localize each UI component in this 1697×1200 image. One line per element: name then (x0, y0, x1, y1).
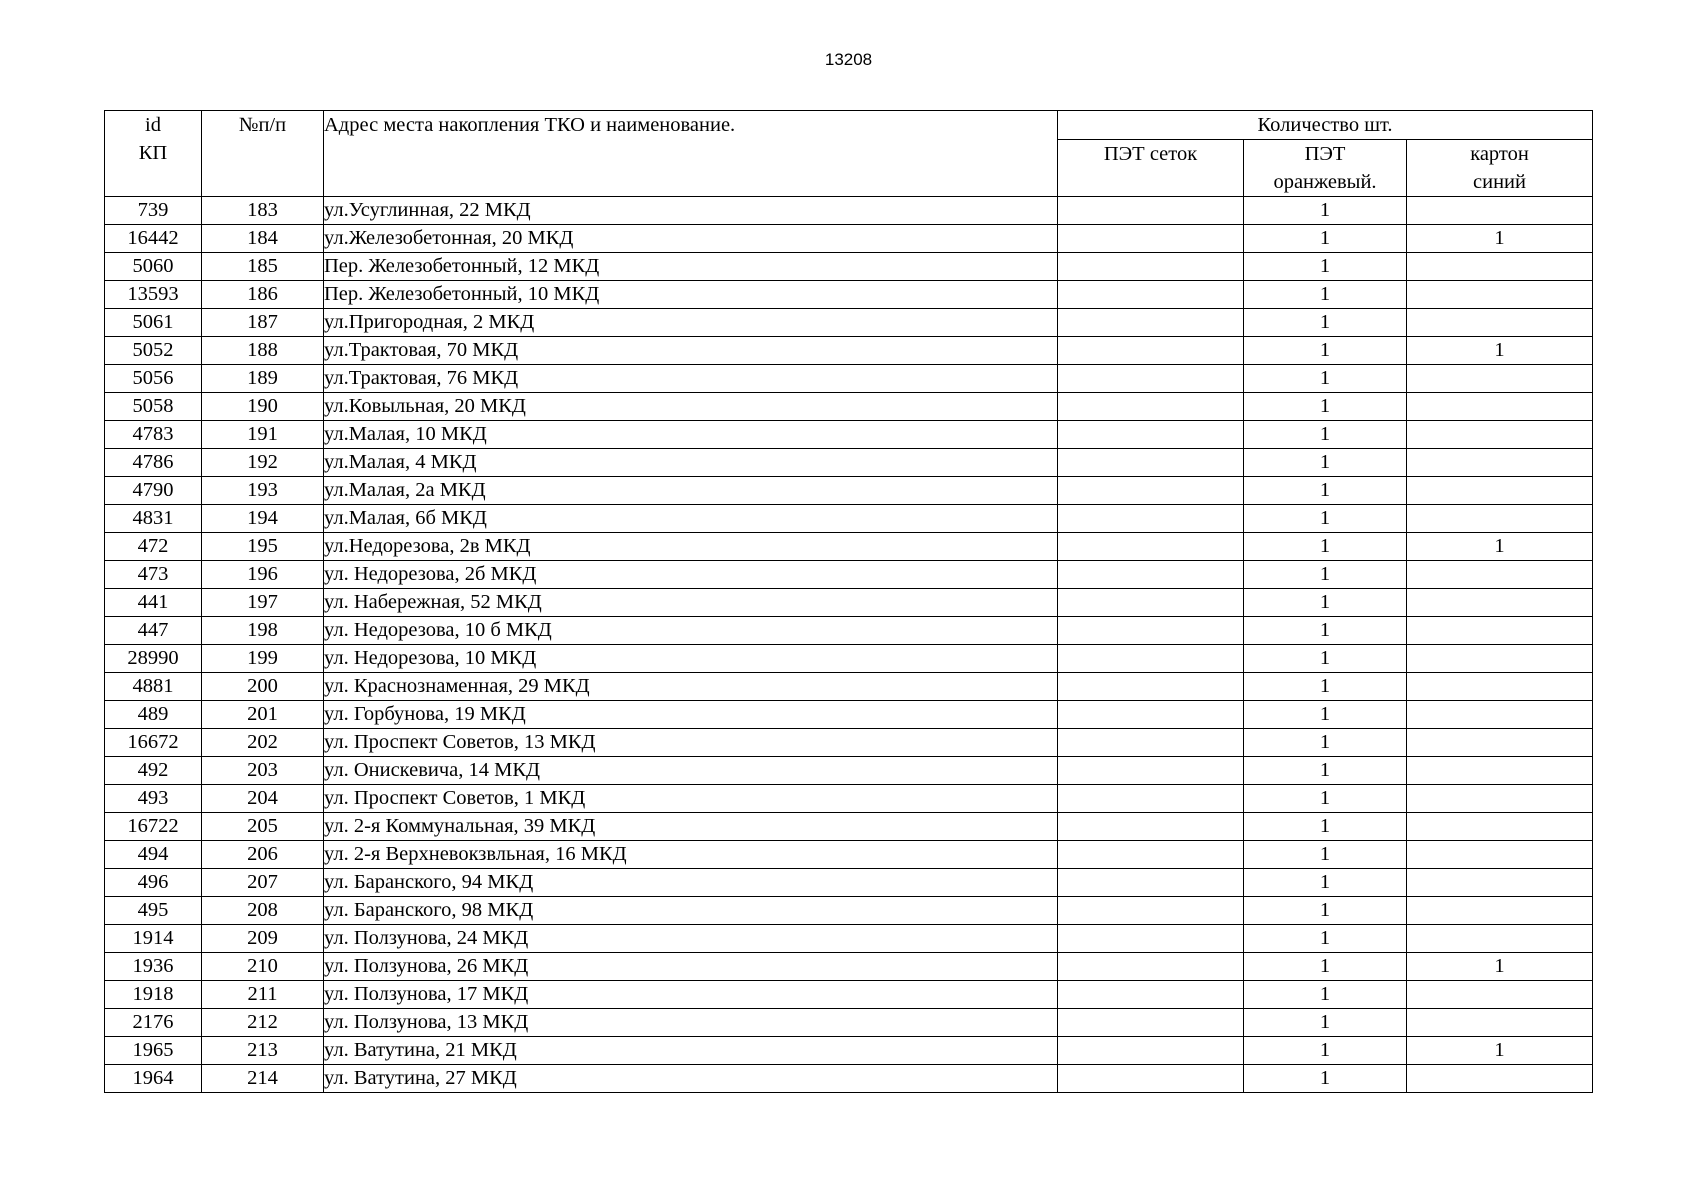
cell-number: 205 (202, 813, 324, 841)
cell-pet-net (1058, 393, 1244, 421)
cell-pet-net (1058, 953, 1244, 981)
cell-address: ул.Малая, 2а МКД (324, 477, 1058, 505)
cell-number: 209 (202, 925, 324, 953)
cell-id-kp: 5052 (105, 337, 202, 365)
table-row (105, 365, 1593, 393)
cell-pet-orange: 1 (1244, 869, 1407, 897)
cell-address: ул. Ватутина, 27 МКД (324, 1065, 1058, 1093)
table-row (105, 421, 1593, 449)
header-carton-blue-line1: картон (1470, 143, 1529, 165)
cell-pet-net (1058, 701, 1244, 729)
cell-pet-net (1058, 365, 1244, 393)
cell-id-kp: 1936 (105, 953, 202, 981)
cell-pet-orange: 1 (1244, 1065, 1407, 1093)
cell-address: ул.Усуглинная, 22 МКД (324, 197, 1058, 225)
cell-number: 193 (202, 477, 324, 505)
cell-carton-blue (1407, 617, 1593, 645)
cell-pet-net (1058, 813, 1244, 841)
cell-number: 204 (202, 785, 324, 813)
cell-pet-net (1058, 1009, 1244, 1037)
cell-pet-net (1058, 589, 1244, 617)
cell-number: 208 (202, 897, 324, 925)
cell-id-kp: 447 (105, 617, 202, 645)
table-row (105, 841, 1593, 869)
cell-carton-blue (1407, 421, 1593, 449)
table-row (105, 281, 1593, 309)
cell-id-kp: 496 (105, 869, 202, 897)
cell-id-kp: 5061 (105, 309, 202, 337)
cell-address: ул. Недорезова, 2б МКД (324, 561, 1058, 589)
cell-number: 195 (202, 533, 324, 561)
cell-number: 201 (202, 701, 324, 729)
header-carton-blue (1407, 140, 1593, 197)
cell-pet-net (1058, 337, 1244, 365)
cell-address: ул. Ползунова, 24 МКД (324, 925, 1058, 953)
table-row (105, 1009, 1593, 1037)
cell-id-kp: 13593 (105, 281, 202, 309)
cell-carton-blue: 1 (1407, 337, 1593, 365)
cell-pet-orange: 1 (1244, 785, 1407, 813)
table-row (105, 337, 1593, 365)
cell-address: ул. Онискевича, 14 МКД (324, 757, 1058, 785)
cell-number: 213 (202, 1037, 324, 1065)
cell-pet-net (1058, 533, 1244, 561)
table-row (105, 869, 1593, 897)
table-row (105, 729, 1593, 757)
cell-carton-blue (1407, 1009, 1593, 1037)
cell-address: ул. Проспект Советов, 1 МКД (324, 785, 1058, 813)
cell-id-kp: 492 (105, 757, 202, 785)
cell-number: 183 (202, 197, 324, 225)
cell-pet-orange: 1 (1244, 897, 1407, 925)
cell-id-kp: 4831 (105, 505, 202, 533)
cell-address: ул. 2-я Коммунальная, 39 МКД (324, 813, 1058, 841)
cell-carton-blue (1407, 365, 1593, 393)
table-row (105, 393, 1593, 421)
cell-carton-blue (1407, 281, 1593, 309)
header-id-kp (105, 111, 202, 197)
table-row (105, 533, 1593, 561)
cell-pet-net (1058, 925, 1244, 953)
cell-address: ул.Трактовая, 76 МКД (324, 365, 1058, 393)
cell-number: 211 (202, 981, 324, 1009)
header-carton-blue-line2: синий (1473, 171, 1526, 193)
cell-pet-net (1058, 757, 1244, 785)
header-pet-orange-line1: ПЭТ (1304, 143, 1346, 165)
cell-pet-net (1058, 841, 1244, 869)
cell-carton-blue: 1 (1407, 1037, 1593, 1065)
cell-address: ул. Проспект Советов, 13 МКД (324, 729, 1058, 757)
cell-id-kp: 16722 (105, 813, 202, 841)
page-number: 13208 (824, 50, 873, 69)
cell-id-kp: 473 (105, 561, 202, 589)
cell-pet-net (1058, 197, 1244, 225)
cell-address: ул. Краснознаменная, 29 МКД (324, 673, 1058, 701)
cell-number: 202 (202, 729, 324, 757)
cell-carton-blue (1407, 729, 1593, 757)
cell-id-kp: 4783 (105, 421, 202, 449)
cell-id-kp: 1918 (105, 981, 202, 1009)
cell-number: 192 (202, 449, 324, 477)
cell-pet-orange: 1 (1244, 1037, 1407, 1065)
cell-carton-blue (1407, 197, 1593, 225)
cell-number: 186 (202, 281, 324, 309)
cell-carton-blue (1407, 869, 1593, 897)
cell-pet-orange: 1 (1244, 561, 1407, 589)
cell-pet-orange: 1 (1244, 225, 1407, 253)
cell-carton-blue (1407, 813, 1593, 841)
cell-pet-net (1058, 785, 1244, 813)
header-id-kp-line1: id (145, 114, 161, 136)
cell-carton-blue: 1 (1407, 533, 1593, 561)
table-body (105, 197, 1593, 1093)
cell-pet-net (1058, 897, 1244, 925)
cell-pet-orange: 1 (1244, 729, 1407, 757)
cell-pet-net (1058, 309, 1244, 337)
cell-address: ул.Малая, 10 МКД (324, 421, 1058, 449)
cell-pet-net (1058, 225, 1244, 253)
cell-id-kp: 441 (105, 589, 202, 617)
header-number: №п/п (202, 111, 324, 197)
cell-number: 189 (202, 365, 324, 393)
table-row (105, 505, 1593, 533)
cell-pet-orange: 1 (1244, 393, 1407, 421)
cell-pet-orange: 1 (1244, 757, 1407, 785)
cell-pet-net (1058, 1037, 1244, 1065)
table-row (105, 981, 1593, 1009)
cell-pet-orange: 1 (1244, 253, 1407, 281)
cell-pet-net (1058, 869, 1244, 897)
cell-address: ул.Трактовая, 70 МКД (324, 337, 1058, 365)
header-pet-orange-line2: оранжевый. (1273, 171, 1377, 193)
cell-id-kp: 1914 (105, 925, 202, 953)
cell-pet-orange: 1 (1244, 365, 1407, 393)
cell-pet-orange: 1 (1244, 841, 1407, 869)
cell-pet-orange: 1 (1244, 281, 1407, 309)
cell-address: Пер. Железобетонный, 10 МКД (324, 281, 1058, 309)
cell-number: 214 (202, 1065, 324, 1093)
cell-number: 190 (202, 393, 324, 421)
cell-carton-blue (1407, 505, 1593, 533)
cell-id-kp: 494 (105, 841, 202, 869)
cell-carton-blue (1407, 981, 1593, 1009)
cell-number: 200 (202, 673, 324, 701)
cell-number: 206 (202, 841, 324, 869)
table-row (105, 1037, 1593, 1065)
header-address: Адрес места накопления ТКО и наименование. (324, 111, 1058, 197)
table-row (105, 813, 1593, 841)
cell-number: 191 (202, 421, 324, 449)
cell-pet-net (1058, 561, 1244, 589)
cell-pet-net (1058, 449, 1244, 477)
cell-address: ул.Пригородная, 2 МКД (324, 309, 1058, 337)
cell-address: ул. Ватутина, 21 МКД (324, 1037, 1058, 1065)
cell-pet-net (1058, 617, 1244, 645)
cell-pet-net (1058, 645, 1244, 673)
cell-carton-blue (1407, 701, 1593, 729)
cell-pet-net (1058, 281, 1244, 309)
cell-address: ул. Набережная, 52 МКД (324, 589, 1058, 617)
cell-address: ул. Недорезова, 10 б МКД (324, 617, 1058, 645)
cell-pet-orange: 1 (1244, 673, 1407, 701)
cell-id-kp: 16672 (105, 729, 202, 757)
table-row (105, 225, 1593, 253)
cell-carton-blue (1407, 925, 1593, 953)
cell-carton-blue: 1 (1407, 225, 1593, 253)
header-id-kp-line2: КП (138, 142, 168, 164)
cell-pet-orange: 1 (1244, 421, 1407, 449)
cell-number: 203 (202, 757, 324, 785)
table-row (105, 925, 1593, 953)
table-row (105, 645, 1593, 673)
cell-carton-blue (1407, 253, 1593, 281)
cell-carton-blue (1407, 757, 1593, 785)
cell-pet-orange: 1 (1244, 1009, 1407, 1037)
cell-address: ул. Ползунова, 26 МКД (324, 953, 1058, 981)
cell-carton-blue (1407, 393, 1593, 421)
table-row (105, 1065, 1593, 1093)
cell-carton-blue (1407, 561, 1593, 589)
table-row (105, 757, 1593, 785)
cell-carton-blue (1407, 673, 1593, 701)
header-quantity: Количество шт. (1058, 111, 1593, 140)
cell-id-kp: 495 (105, 897, 202, 925)
cell-pet-orange: 1 (1244, 813, 1407, 841)
cell-carton-blue (1407, 897, 1593, 925)
cell-carton-blue (1407, 1065, 1593, 1093)
cell-pet-net (1058, 729, 1244, 757)
cell-id-kp: 5056 (105, 365, 202, 393)
cell-carton-blue (1407, 449, 1593, 477)
cell-number: 184 (202, 225, 324, 253)
cell-pet-orange: 1 (1244, 449, 1407, 477)
cell-address: ул. Горбунова, 19 МКД (324, 701, 1058, 729)
cell-number: 198 (202, 617, 324, 645)
cell-id-kp: 4881 (105, 673, 202, 701)
cell-pet-orange: 1 (1244, 533, 1407, 561)
cell-pet-net (1058, 253, 1244, 281)
cell-address: ул.Недорезова, 2в МКД (324, 533, 1058, 561)
cell-pet-net (1058, 1065, 1244, 1093)
cell-id-kp: 472 (105, 533, 202, 561)
cell-carton-blue (1407, 645, 1593, 673)
cell-address: ул. Ползунова, 13 МКД (324, 1009, 1058, 1037)
cell-id-kp: 739 (105, 197, 202, 225)
cell-id-kp: 28990 (105, 645, 202, 673)
cell-id-kp: 2176 (105, 1009, 202, 1037)
cell-carton-blue: 1 (1407, 953, 1593, 981)
cell-id-kp: 4790 (105, 477, 202, 505)
cell-pet-net (1058, 421, 1244, 449)
cell-carton-blue (1407, 589, 1593, 617)
cell-carton-blue (1407, 309, 1593, 337)
cell-number: 207 (202, 869, 324, 897)
table-row (105, 897, 1593, 925)
cell-id-kp: 16442 (105, 225, 202, 253)
cell-address: ул. Ползунова, 17 МКД (324, 981, 1058, 1009)
cell-address: Пер. Железобетонный, 12 МКД (324, 253, 1058, 281)
collection-points-table (104, 110, 1593, 1093)
cell-number: 187 (202, 309, 324, 337)
cell-id-kp: 5060 (105, 253, 202, 281)
cell-pet-net (1058, 505, 1244, 533)
cell-pet-net (1058, 477, 1244, 505)
table-row (105, 561, 1593, 589)
cell-id-kp: 5058 (105, 393, 202, 421)
table-row (105, 253, 1593, 281)
cell-address: ул. Недорезова, 10 МКД (324, 645, 1058, 673)
cell-number: 212 (202, 1009, 324, 1037)
cell-number: 185 (202, 253, 324, 281)
cell-id-kp: 493 (105, 785, 202, 813)
header-pet-orange (1244, 140, 1407, 197)
cell-pet-orange: 1 (1244, 477, 1407, 505)
table-row (105, 477, 1593, 505)
cell-pet-orange: 1 (1244, 953, 1407, 981)
table-header (105, 111, 1593, 197)
cell-number: 197 (202, 589, 324, 617)
cell-pet-orange: 1 (1244, 701, 1407, 729)
cell-pet-orange: 1 (1244, 617, 1407, 645)
cell-pet-net (1058, 981, 1244, 1009)
cell-number: 210 (202, 953, 324, 981)
cell-carton-blue (1407, 841, 1593, 869)
cell-address: ул. Баранского, 94 МКД (324, 869, 1058, 897)
cell-pet-orange: 1 (1244, 925, 1407, 953)
cell-pet-orange: 1 (1244, 197, 1407, 225)
cell-id-kp: 4786 (105, 449, 202, 477)
cell-number: 199 (202, 645, 324, 673)
cell-number: 188 (202, 337, 324, 365)
cell-carton-blue (1407, 785, 1593, 813)
table-row (105, 953, 1593, 981)
table-row (105, 701, 1593, 729)
cell-pet-orange: 1 (1244, 589, 1407, 617)
cell-id-kp: 1965 (105, 1037, 202, 1065)
cell-pet-orange: 1 (1244, 309, 1407, 337)
table-row (105, 309, 1593, 337)
table-row (105, 673, 1593, 701)
cell-address: ул.Железобетонная, 20 МКД (324, 225, 1058, 253)
cell-address: ул. 2-я Верхневокзвльная, 16 МКД (324, 841, 1058, 869)
cell-address: ул.Малая, 4 МКД (324, 449, 1058, 477)
cell-pet-orange: 1 (1244, 981, 1407, 1009)
cell-address: ул. Баранского, 98 МКД (324, 897, 1058, 925)
cell-address: ул.Ковыльная, 20 МКД (324, 393, 1058, 421)
cell-id-kp: 489 (105, 701, 202, 729)
cell-pet-orange: 1 (1244, 505, 1407, 533)
table-row (105, 449, 1593, 477)
cell-id-kp: 1964 (105, 1065, 202, 1093)
cell-address: ул.Малая, 6б МКД (324, 505, 1058, 533)
cell-number: 196 (202, 561, 324, 589)
table-row (105, 617, 1593, 645)
cell-pet-orange: 1 (1244, 337, 1407, 365)
cell-pet-net (1058, 673, 1244, 701)
cell-pet-orange: 1 (1244, 645, 1407, 673)
table-row (105, 785, 1593, 813)
header-pet-net: ПЭТ сеток (1058, 140, 1244, 197)
cell-carton-blue (1407, 477, 1593, 505)
cell-number: 194 (202, 505, 324, 533)
table-row (105, 589, 1593, 617)
table-row (105, 197, 1593, 225)
